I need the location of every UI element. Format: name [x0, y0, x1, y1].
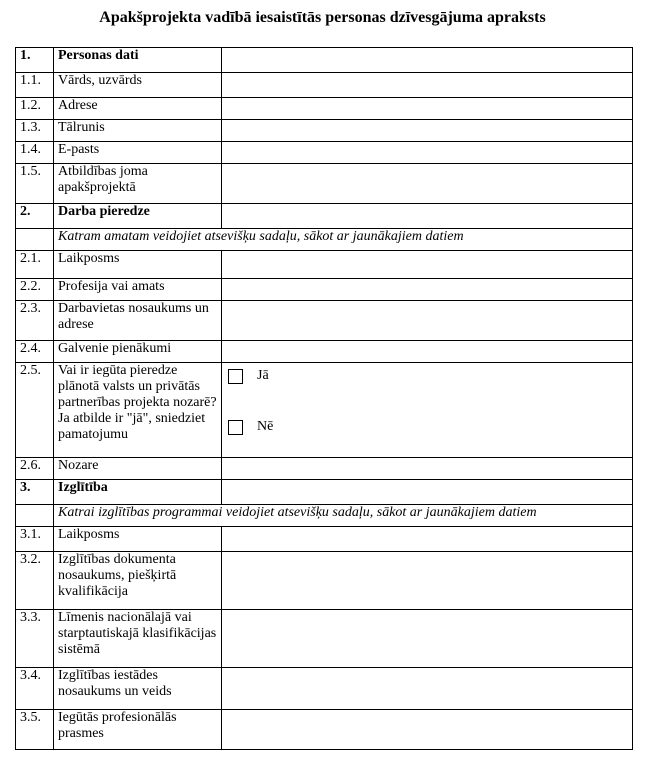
- section-row-education: [16, 480, 633, 505]
- row-number: 1.1.: [16, 73, 54, 98]
- table-row: [16, 710, 633, 750]
- row-label: Izglītības dokumenta nosaukums, piešķirtā kvalifikācija: [54, 552, 222, 610]
- row-label: Nozare: [54, 458, 222, 480]
- row-label: Līmenis nacionālajā vai starptautiskajā klasifikācijas sistēmā: [54, 610, 222, 668]
- value-cell[interactable]: [222, 668, 633, 710]
- row-number: 2.6.: [16, 458, 54, 480]
- value-cell[interactable]: [222, 279, 633, 301]
- row-number: 3.: [16, 480, 54, 505]
- section-title: Darba pieredze: [54, 204, 222, 229]
- row-number: 3.1.: [16, 527, 54, 552]
- value-cell[interactable]: [222, 73, 633, 98]
- table-row: [16, 341, 633, 363]
- section-title: Izglītība: [54, 480, 222, 505]
- table-row: [16, 142, 633, 164]
- value-cell[interactable]: [222, 527, 633, 552]
- instruction-row: [16, 505, 633, 527]
- table-row: [16, 458, 633, 480]
- section-row-experience: [16, 204, 633, 229]
- value-cell[interactable]: [222, 480, 633, 505]
- instruction-note: Katram amatam veidojiet atsevišķu sadaļu, sākot ar jaunākajiem datiem: [54, 229, 633, 251]
- row-number: 2.4.: [16, 341, 54, 363]
- row-number: 1.2.: [16, 98, 54, 120]
- row-number: 3.4.: [16, 668, 54, 710]
- row-label: Izglītības iestādes nosaukums un veids: [54, 668, 222, 710]
- row-number: 1.5.: [16, 164, 54, 204]
- row-number: 2.1.: [16, 251, 54, 279]
- row-number: 2.3.: [16, 301, 54, 341]
- value-cell[interactable]: [222, 204, 633, 229]
- section-row-personal: [16, 48, 633, 73]
- row-number: 1.: [16, 48, 54, 73]
- checkbox-yes[interactable]: [228, 369, 243, 384]
- empty-cell: [16, 505, 54, 527]
- value-cell[interactable]: [222, 301, 633, 341]
- table-row: [16, 363, 633, 458]
- table-row: [16, 527, 633, 552]
- section-title: Personas dati: [54, 48, 222, 73]
- row-number: 1.3.: [16, 120, 54, 142]
- table-row: [16, 164, 633, 204]
- row-label: Atbildības joma apakšprojektā: [54, 164, 222, 204]
- document-title: Apakšprojekta vadībā iesaistītās personas dzīvesgājuma apraksts: [99, 9, 546, 26]
- checkbox-no[interactable]: [228, 420, 243, 435]
- row-label: Tālrunis: [54, 120, 222, 142]
- value-cell[interactable]: [222, 710, 633, 750]
- value-cell[interactable]: [222, 610, 633, 668]
- table-row: [16, 668, 633, 710]
- row-label: Vai ir iegūta pieredze plānotā valsts un privātās partnerības projekta nozarē? Ja atbilde ir "jā", sniedziet pamatojumu: [54, 363, 222, 458]
- row-number: 1.4.: [16, 142, 54, 164]
- table-row: [16, 98, 633, 120]
- row-label: Profesija vai amats: [54, 279, 222, 301]
- value-cell[interactable]: [222, 341, 633, 363]
- value-cell[interactable]: [222, 142, 633, 164]
- value-cell: [222, 363, 633, 458]
- table-row: [16, 73, 633, 98]
- row-number: 2.: [16, 204, 54, 229]
- value-cell[interactable]: [222, 251, 633, 279]
- row-label: Laikposms: [54, 527, 222, 552]
- row-label: Vārds, uzvārds: [54, 73, 222, 98]
- value-cell[interactable]: [222, 48, 633, 73]
- value-cell[interactable]: [222, 98, 633, 120]
- row-number: 2.2.: [16, 279, 54, 301]
- row-number: 2.5.: [16, 363, 54, 458]
- row-label: Darbavietas nosaukums un adrese: [54, 301, 222, 341]
- instruction-note: Katrai izglītības programmai veidojiet atsevišķu sadaļu, sākot ar jaunākajiem datiem: [54, 505, 633, 527]
- row-label: Iegūtās profesionālās prasmes: [54, 710, 222, 750]
- option-yes-label: Jā: [257, 368, 269, 383]
- value-cell[interactable]: [222, 120, 633, 142]
- value-cell[interactable]: [222, 164, 633, 204]
- row-label: E-pasts: [54, 142, 222, 164]
- option-no[interactable]: [228, 419, 273, 435]
- table-row: [16, 610, 633, 668]
- option-yes[interactable]: [228, 368, 269, 384]
- value-cell[interactable]: [222, 458, 633, 480]
- row-label: Galvenie pienākumi: [54, 341, 222, 363]
- table-row: [16, 120, 633, 142]
- table-row: [16, 251, 633, 279]
- table-row: [16, 552, 633, 610]
- option-no-label: Nē: [257, 419, 274, 434]
- row-number: 3.5.: [16, 710, 54, 750]
- row-label: Laikposms: [54, 251, 222, 279]
- row-label: Adrese: [54, 98, 222, 120]
- table-row: [16, 279, 633, 301]
- value-cell[interactable]: [222, 552, 633, 610]
- empty-cell: [16, 229, 54, 251]
- row-number: 3.3.: [16, 610, 54, 668]
- cv-form-table: [15, 47, 633, 750]
- table-row: [16, 301, 633, 341]
- instruction-row: [16, 229, 633, 251]
- row-number: 3.2.: [16, 552, 54, 610]
